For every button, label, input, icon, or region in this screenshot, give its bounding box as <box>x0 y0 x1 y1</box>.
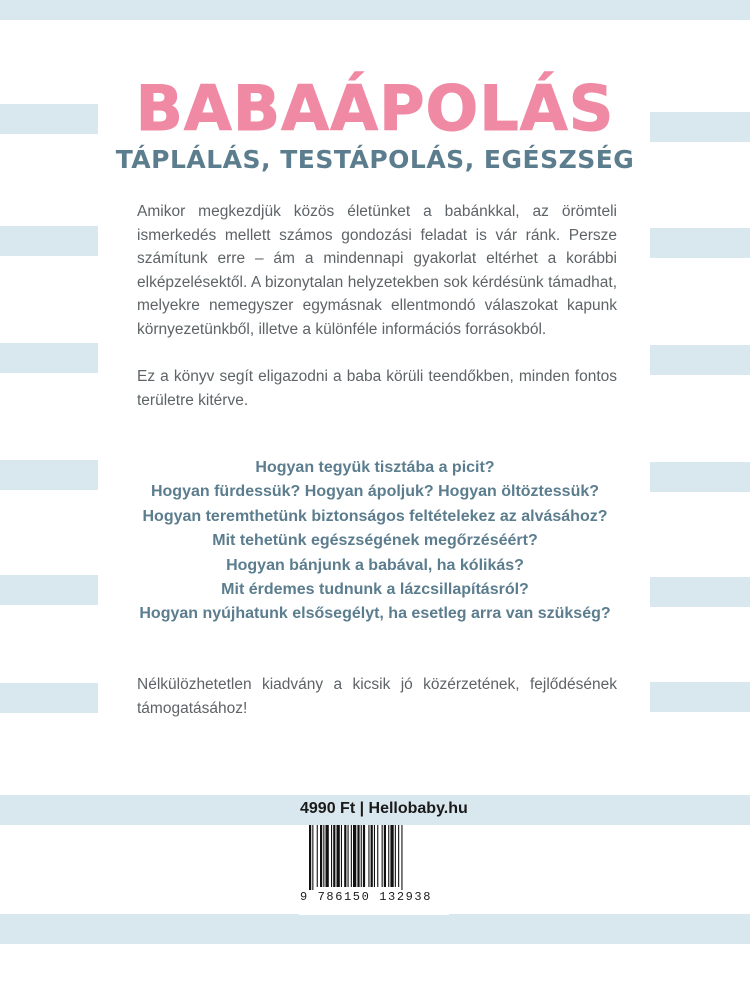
barcode-bar <box>374 825 375 887</box>
barcode-bar <box>395 825 396 887</box>
barcode-bar <box>398 825 399 887</box>
barcode-bar <box>377 825 378 887</box>
question-item: Hogyan bánjunk a babával, ha kólikás? <box>226 556 524 574</box>
question-item: Mit érdemes tudnunk a lázcsillapításról? <box>221 581 529 599</box>
question-item: Mit tehetünk egészségének megőrzéséért? <box>212 532 538 550</box>
question-item: Hogyan tegyük tisztába a picit? <box>255 459 495 476</box>
stripe-right <box>650 682 750 712</box>
summary-paragraph: Ez a könyv segít eligazodni a baba körüli teendőkben, minden fontos területre kitérve. <box>137 368 617 409</box>
barcode-bar <box>363 825 365 887</box>
stripe-top <box>0 0 750 20</box>
question-list <box>0 456 750 627</box>
barcode-bar <box>326 825 329 887</box>
book-subtitle: TÁPLÁLÁS, TESTÁPOLÁS, EGÉSZSÉG <box>115 145 635 174</box>
question-item: Hogyan fürdessük? Hogyan ápoljuk? Hogyan öltöztessük? <box>150 483 600 501</box>
intro-paragraph: Amikor megkezdjük közös életünket a babánkkal, az örömteli ismerkedés mellett számos gondozási feladat is vár ránk. Persze számítunk erre – ám a mindennapi gyakorlat eltérhet a korábbi elképzelésektől. A bizonytalan helyzetekben sok kérdésünk támadhat, melyekre nemegyszer egymásnak ellentmondó válaszokat kapunk környezetünkből, illetve a különféle információs forrásokból. <box>137 203 617 338</box>
barcode-bar <box>384 825 386 887</box>
barcode-bar <box>331 825 332 887</box>
barcode-bar <box>357 825 359 887</box>
barcode-bar <box>317 825 318 887</box>
barcode-bar <box>333 825 335 887</box>
barcode-bars-icon <box>299 825 449 891</box>
price-line: 4990 Ft | Hellobaby.hu <box>300 800 468 817</box>
barcode-bar <box>371 825 373 887</box>
barcode-bar <box>390 825 393 887</box>
barcode-bar <box>341 825 342 887</box>
barcode-bar <box>312 825 313 891</box>
barcode-bar <box>323 825 324 887</box>
book-title: BABAÁPOLÁS <box>135 72 615 145</box>
barcode-bar <box>401 825 402 891</box>
barcode-bar <box>320 825 322 887</box>
barcode-bar <box>388 825 389 887</box>
isbn-number: 9 786150 132938 <box>300 890 450 904</box>
barcode-bar <box>368 825 369 887</box>
stripe-right <box>650 228 750 258</box>
question-item: Hogyan nyújhatunk elsősegélyt, ha esetleg arra van szükség? <box>139 605 611 623</box>
barcode-bar <box>348 825 349 887</box>
stripe-full <box>0 914 750 944</box>
question-item: Hogyan teremthetünk biztonságos feltételekez az alvásához? <box>142 507 608 525</box>
barcode-bar <box>382 825 383 887</box>
stripe-left <box>0 226 98 256</box>
closing-paragraph: Nélkülözhetetlen kiadvány a kicsik jó közérzetének, fejlődésének támogatásához! <box>137 676 617 717</box>
barcode-bar <box>351 825 352 887</box>
stripe-left <box>0 683 98 713</box>
barcode-bar <box>361 825 362 887</box>
barcode-bar <box>309 825 311 891</box>
barcode-bar <box>337 825 340 887</box>
barcode-bar <box>353 825 356 887</box>
stripe-right <box>650 345 750 375</box>
barcode-bar <box>344 825 346 887</box>
stripe-left <box>0 343 98 373</box>
